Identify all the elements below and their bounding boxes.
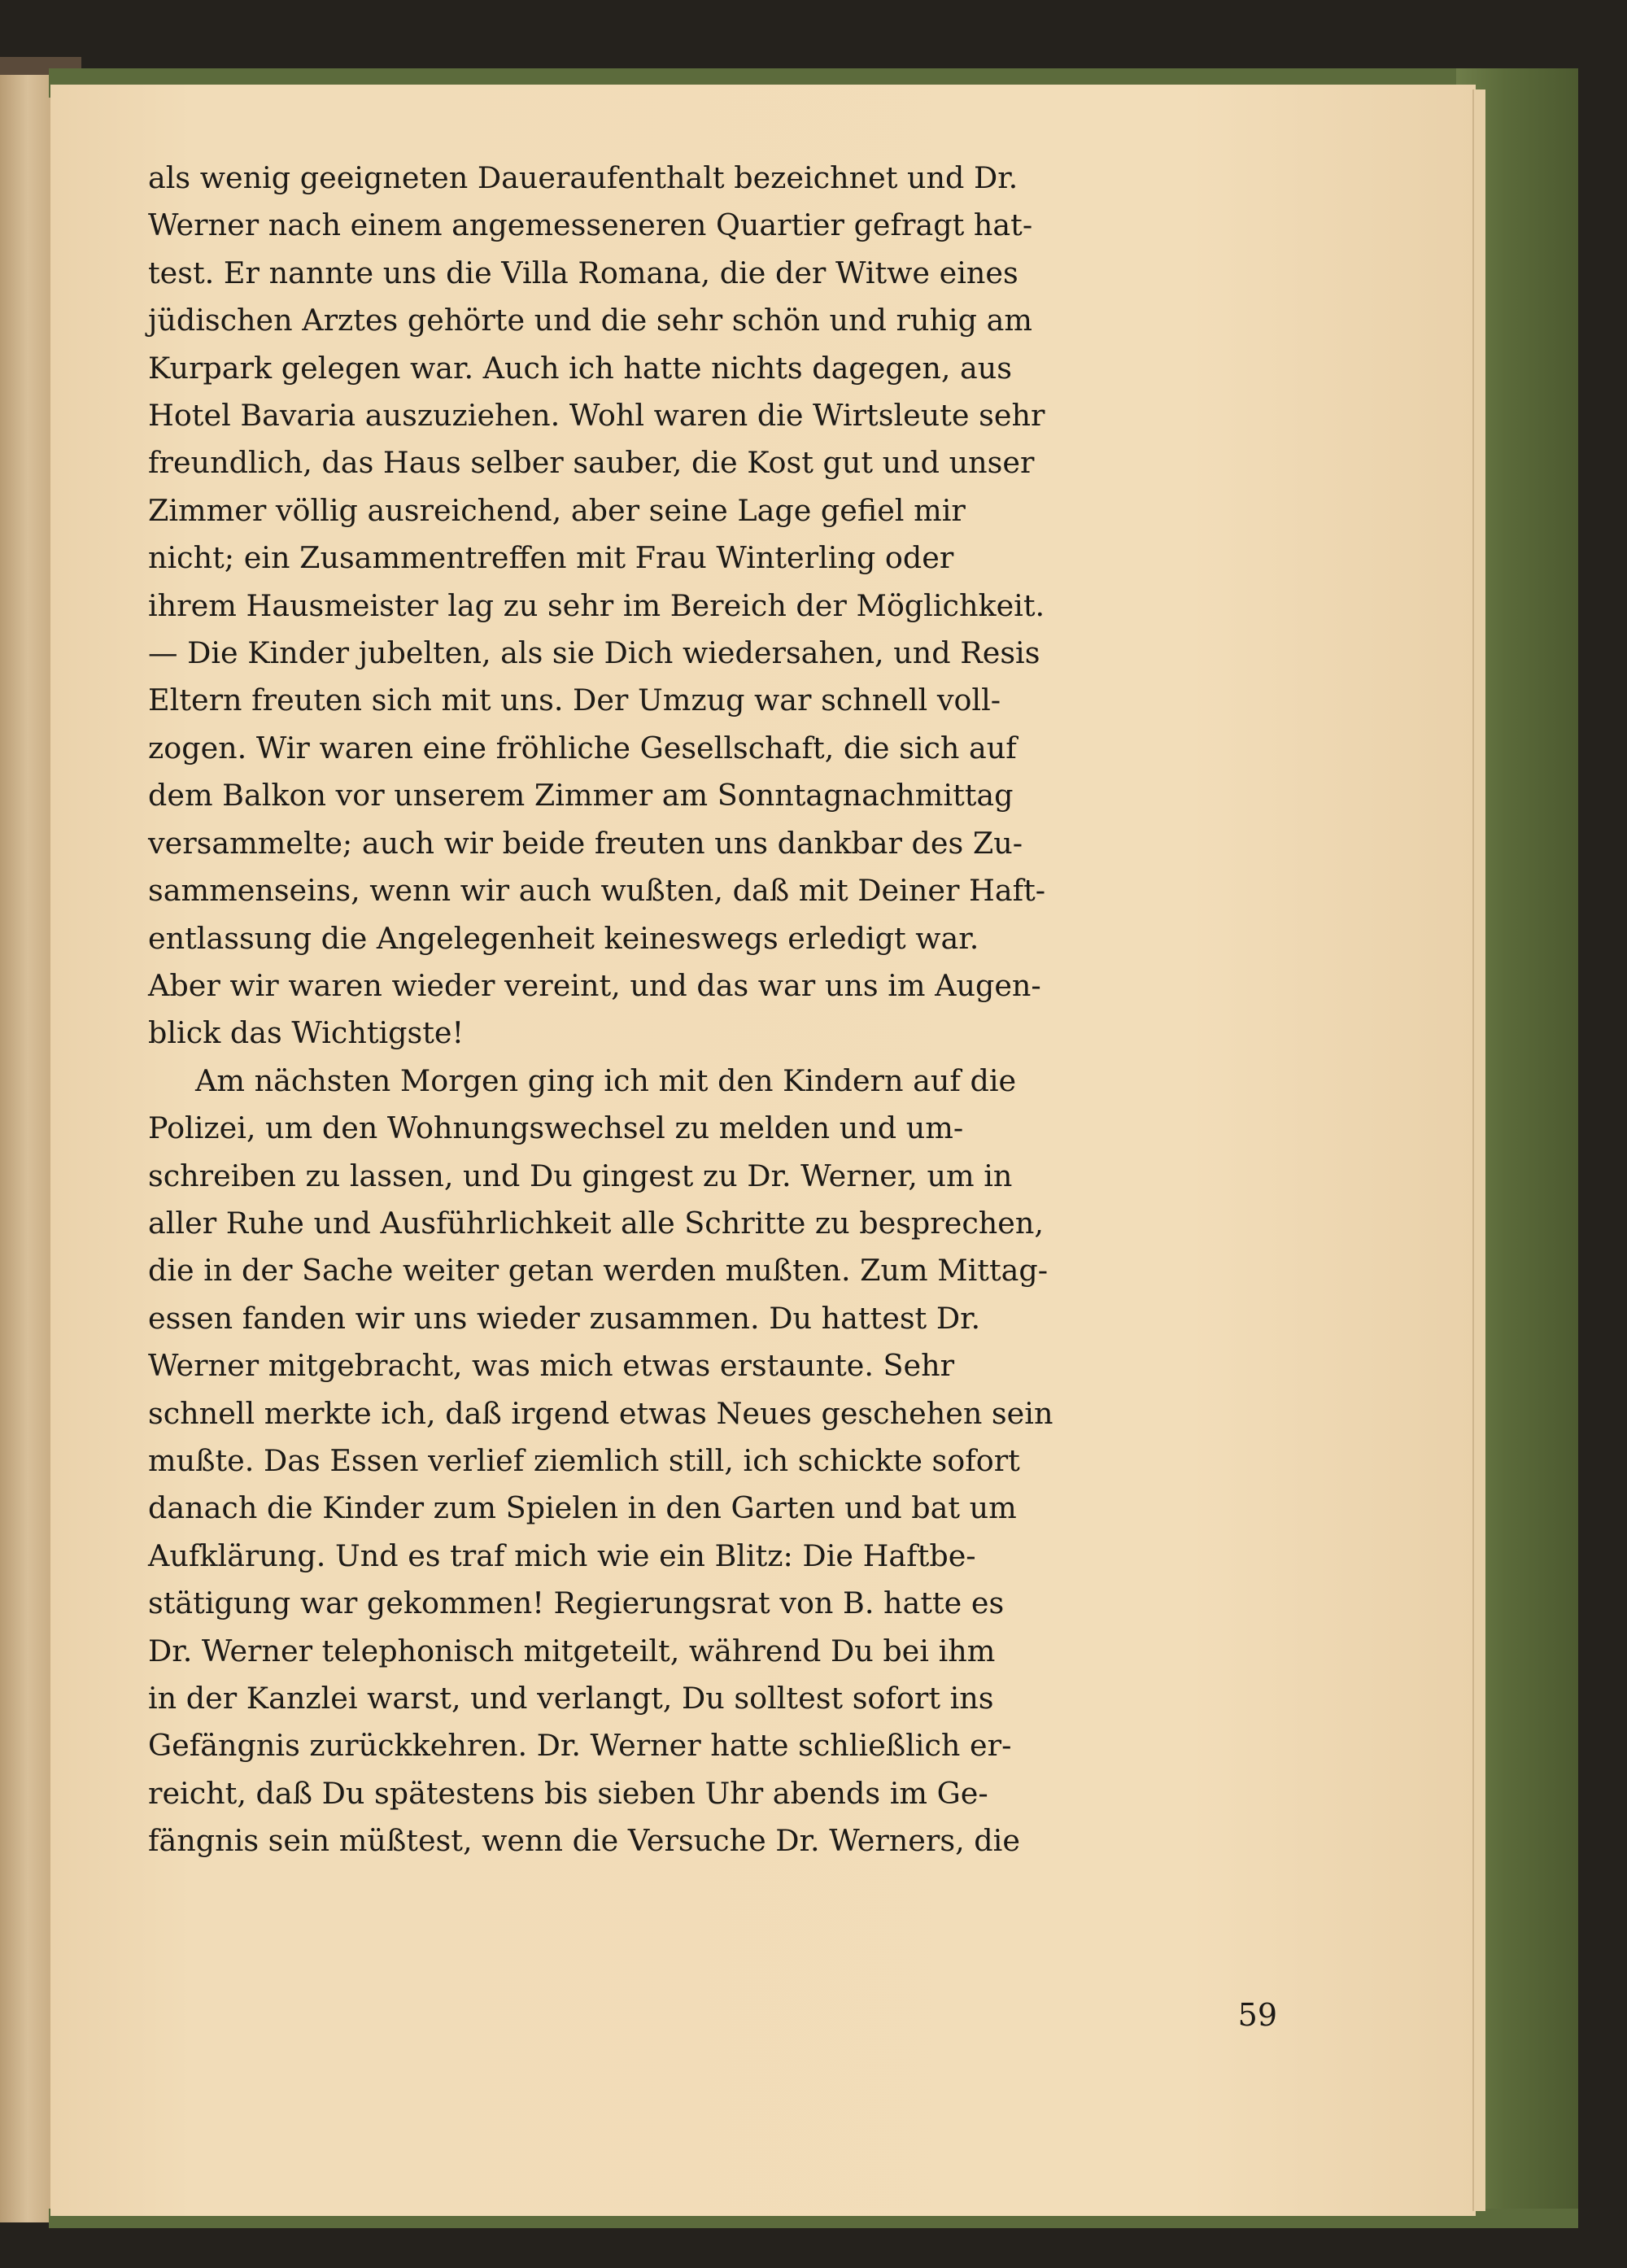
text-line: dem Balkon vor unserem Zimmer am Sonntagnachmittag bbox=[148, 778, 1014, 813]
body-text bbox=[148, 155, 1283, 1865]
text-line: Aufklärung. Und es traf mich wie ein Blitz: Die Haftbe- bbox=[148, 1537, 976, 1573]
page-edge bbox=[1472, 89, 1485, 2211]
text-line: zogen. Wir waren eine fröhliche Gesellschaft, die sich auf bbox=[148, 730, 1017, 765]
text-line: entlassung die Angelegenheit keineswegs erledigt war. bbox=[148, 920, 979, 956]
text-line: versammelte; auch wir beide freuten uns dankbar des Zu- bbox=[148, 825, 1023, 861]
text-line: Hotel Bavaria auszuziehen. Wohl waren die Wirtsleute sehr bbox=[148, 398, 1045, 434]
text-line: freundlich, das Haus selber sauber, die Kost gut und unser bbox=[148, 445, 1035, 481]
text-line: schnell merkte ich, daß irgend etwas Neues geschehen sein bbox=[148, 1395, 1053, 1431]
text-line: aller Ruhe und Ausführlichkeit alle Schritte zu besprechen, bbox=[148, 1205, 1045, 1241]
page-number: 59 bbox=[1237, 1997, 1277, 2033]
text-line: Zimmer völlig ausreichend, aber seine Lage gefiel mir bbox=[148, 492, 966, 528]
text-line: Eltern freuten sich mit uns. Der Umzug war schnell voll- bbox=[148, 683, 1001, 718]
text-line: danach die Kinder zum Spielen in den Garten und bat um bbox=[148, 1490, 1017, 1526]
paragraph-start-line: Am nächsten Morgen ging ich mit den Kindern auf die bbox=[195, 1062, 1017, 1098]
text-line: Aber wir waren wieder vereint, und das war uns im Augen- bbox=[148, 967, 1041, 1003]
text-line: essen fanden wir uns wieder zusammen. Du hattest Dr. bbox=[148, 1300, 981, 1336]
text-line: in der Kanzlei warst, und verlangt, Du solltest sofort ins bbox=[148, 1681, 994, 1716]
text-line: fängnis sein müßtest, wenn die Versuche Dr. Werners, die bbox=[148, 1823, 1020, 1859]
left-page-edge bbox=[0, 75, 50, 2222]
text-line: die in der Sache weiter getan werden mußten. Zum Mittag- bbox=[148, 1253, 1049, 1289]
text-line: mußte. Das Essen verlief ziemlich still, ich schickte sofort bbox=[148, 1442, 1020, 1478]
text-line: Werner mitgebracht, was mich etwas erstaunte. Sehr bbox=[148, 1348, 955, 1384]
text-line: Dr. Werner telephonisch mitgeteilt, während Du bei ihm bbox=[148, 1633, 996, 1668]
text-line: nicht; ein Zusammentreffen mit Frau Winterling oder bbox=[148, 540, 954, 576]
text-line: Polizei, um den Wohnungswechsel zu melden und um- bbox=[148, 1110, 964, 1146]
text-line: als wenig geeigneten Daueraufenthalt bezeichnet und Dr. bbox=[148, 160, 1019, 195]
text-line: blick das Wichtigste! bbox=[148, 1015, 465, 1051]
text-line: ihrem Hausmeister lag zu sehr im Bereich der Möglichkeit. bbox=[148, 587, 1045, 623]
text-line: test. Er nannte uns die Villa Romana, die der Witwe eines bbox=[148, 255, 1019, 290]
text-line: Gefängnis zurückkehren. Dr. Werner hatte schließlich er- bbox=[148, 1728, 1012, 1764]
text-line: Werner nach einem angemesseneren Quartier gefragt hat- bbox=[148, 207, 1033, 243]
text-line: schreiben zu lassen, und Du gingest zu Dr. Werner, um in bbox=[148, 1158, 1013, 1193]
text-line: — Die Kinder jubelten, als sie Dich wiedersahen, und Resis bbox=[148, 635, 1040, 671]
text-line: jüdischen Arztes gehörte und die sehr schön und ruhig am bbox=[148, 303, 1032, 338]
text-line: sammenseins, wenn wir auch wußten, daß mit Deiner Haft- bbox=[148, 873, 1046, 909]
text-line: reicht, daß Du spätestens bis sieben Uhr abends im Ge- bbox=[148, 1775, 988, 1811]
text-line: stätigung war gekommen! Regierungsrat von B. hatte es bbox=[148, 1585, 1005, 1621]
text-line: Kurpark gelegen war. Auch ich hatte nichts dagegen, aus bbox=[148, 350, 1013, 386]
